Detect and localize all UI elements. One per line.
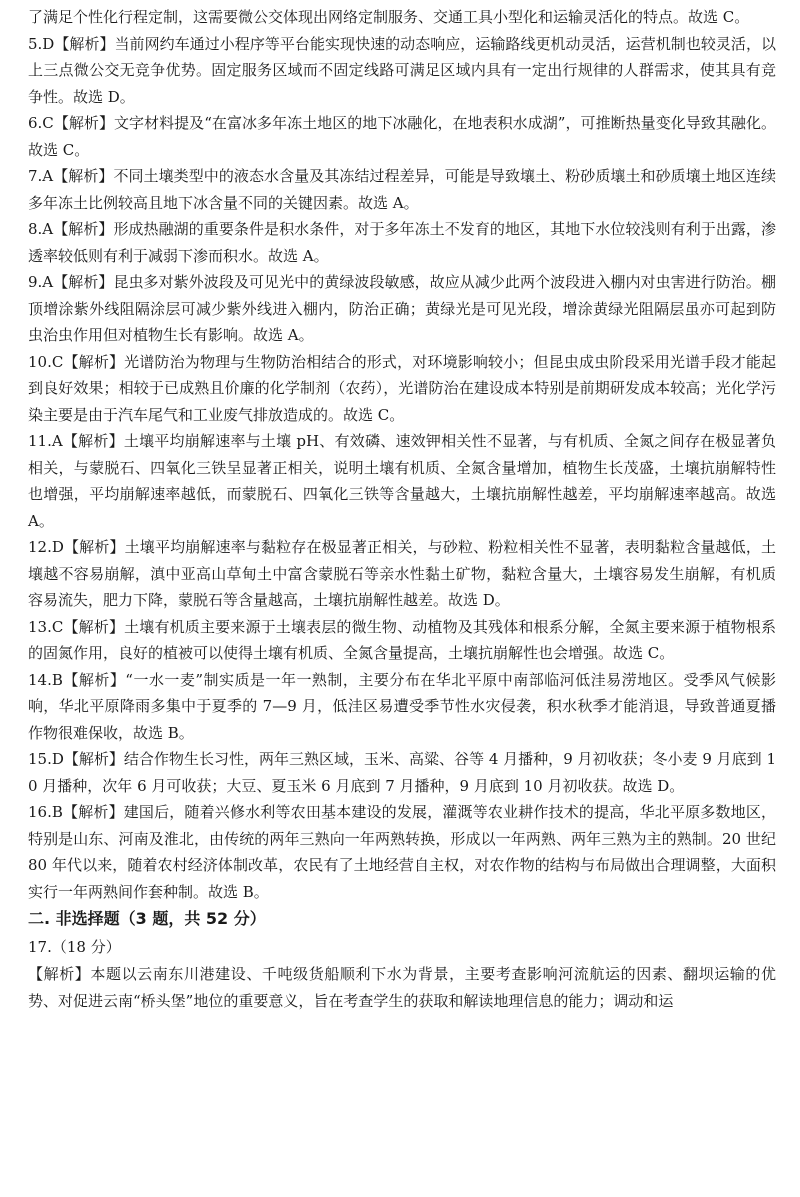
question-label: 17.（18 分） [28, 938, 121, 956]
paragraph-answer-7: 7.A【解析】不同土壤类型中的液态水含量及其冻结过程差异，可能是导致壤土、粉砂质壤土和砂质壤土地区连续多年冻土比例较高且地下冰含量不同的关键因素。故选 A。 [28, 167, 776, 212]
paragraph-answer-15: 15.D【解析】结合作物生长习性，两年三熟区域，玉米、高粱、谷等 4 月播种，9 月初收获；冬小麦 9 月底到 10 月播种，次年 6 月可收获；大豆、夏玉米 6 月底到 7 月播种，9 月底到 10 月初收获。故选 D。 [28, 750, 776, 795]
paragraph-answer-8: 8.A【解析】形成热融湖的重要条件是积水条件，对于多年冻土不发育的地区，其地下水位较浅则有利于出露，渗透率较低则有利于减弱下渗而积水。故选 A。 [28, 220, 776, 265]
paragraph-answer-11: 11.A【解析】土壤平均崩解速率与土壤 pH、有效磷、速效钾相关性不显著，与有机质、全氮之间存在极显著负相关，与蒙脱石、四氧化三铁呈显著正相关，说明土壤有机质、全氮含量增加，植物生长茂盛，土壤抗崩解特性也增强，平均崩解速率越低，而蒙脱石、四氧化三铁等含量越大，土壤抗崩解性越差，平均崩解速率越高。故选 A。 [28, 432, 776, 530]
paragraph-answer-6: 6.C【解析】文字材料提及“在富冰多年冻土地区的地下冰融化，在地表积水成湖”，可推断热量变化导致其融化。故选 C。 [28, 114, 776, 159]
paragraph-answer-12: 12.D【解析】土壤平均崩解速率与黏粒存在极显著正相关，与砂粒、粉粒相关性不显著，表明黏粒含量越低，土壤越不容易崩解，滇中亚高山草甸土中富含蒙脱石等亲水性黏土矿物，黏粒含量大，土壤容易发生崩解，有机质容易流失，肥力下降，蒙脱石等含量越高，土壤抗崩解性越差。故选 D。 [28, 538, 776, 609]
paragraph-answer-4-tail: 了满足个性化行程定制，这需要微公交体现出网络定制服务、交通工具小型化和运输灵活化的特点。故选 C。 [28, 8, 750, 26]
paragraph-analysis-17: 【解析】本题以云南东川港建设、千吨级货船顺利下水为背景，主要考查影响河流航运的因素、翻坝运输的优势、对促进云南“桥头堡”地位的重要意义，旨在考查学生的获取和解读地理信息的能力；调动和运 [28, 965, 776, 1010]
paragraph-answer-10: 10.C【解析】光谱防治为物理与生物防治相结合的形式，对环境影响较小；但昆虫成虫阶段采用光谱手段才能起到良好效果；相较于已成熟且价廉的化学制剂（农药），光谱防治在建设成本特别是前期研发成本较高；光化学污染主要是由于汽车尾气和工业废气排放造成的。故选 C。 [28, 352, 776, 424]
paragraph-answer-9: 9.A【解析】昆虫多对紫外波段及可见光中的黄绿波段敏感，故应从减少此两个波段进入棚内对虫害进行防治。棚顶增涂紫外线阻隔涂层可减少紫外线进入棚内，防治正确；黄绿光是可见光段，增涂黄绿光阻隔层虽亦可起到防虫治虫作用但对植物生长有影响。故选 A。 [28, 273, 776, 344]
paragraph-answer-13: 13.C【解析】土壤有机质主要来源于土壤表层的微生物、动植物及其残体和根系分解，全氮主要来源于植物根系的固氮作用，良好的植被可以使得土壤有机质、全氮含量提高，土壤抗崩解性也会增强。故选 C。 [28, 617, 776, 662]
paragraph-answer-14: 14.B【解析】“一水一麦”制实质是一年一熟制，主要分布在华北平原中南部临河低洼易涝地区。受季风气候影响，华北平原降雨多集中于夏季的 7—9 月，低洼区易遭受季节性水灾侵袭，积水秋季才能消退，导致普通夏播作物很难保收，故选 B。 [28, 670, 776, 742]
paragraph-answer-16: 16.B【解析】建国后，随着兴修水利等农田基本建设的发展，灌溉等农业耕作技术的提高，华北平原多数地区，特别是山东、河南及淮北，由传统的两年三熟向一年两熟转换，形成以一年两熟、两年三熟为主的熟制。20 世纪 80 年代以来，随着农村经济体制改革，农民有了土地经营自主权，对农作物的结构与布局做出合理调整，大面积实行一年两熟间作套种制。故选 B。 [28, 803, 776, 901]
section-heading: 二. 非选择题（3 题，共 52 分） [28, 909, 266, 928]
answer-document [28, 4, 776, 1014]
paragraph-answer-5: 5.D【解析】当前网约车通过小程序等平台能实现快速的动态响应，运输路线更机动灵活，运营机制也较灵活，以上三点微公交无竞争优势。固定服务区域而不固定线路可满足区域内具有一定出行规律的人群需求，使其具有竞争性。故选 D。 [28, 34, 776, 106]
